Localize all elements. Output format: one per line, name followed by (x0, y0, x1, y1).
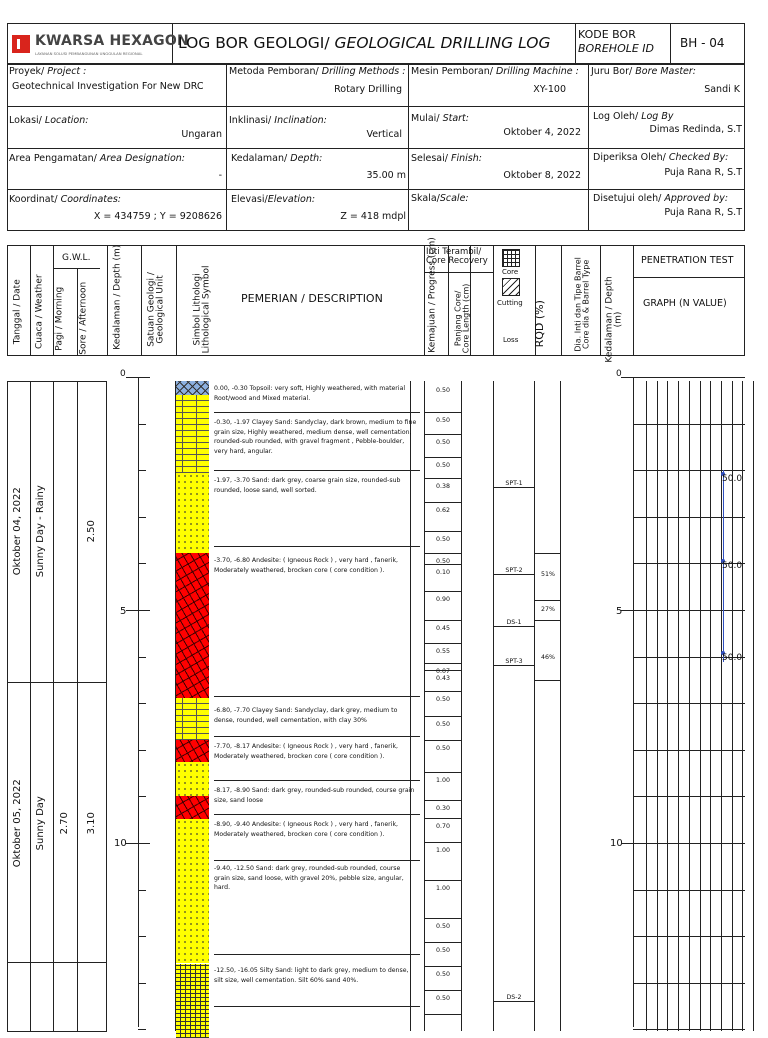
graph-depth-line (633, 1029, 745, 1030)
graph-depth-line (633, 703, 745, 704)
depth-right-0: 0 (616, 369, 622, 379)
description-5: -7.70, -8.17 Andesite: ( Igneous Rock ) , very hard , fanerik, Moderately weathered, brocken core ( core condition ). (214, 742, 418, 761)
lithology-layer-clay (176, 395, 209, 473)
mesin-label: Mesin Pemboran/ Drilling Machine : (411, 66, 579, 77)
progress-cell: 1.00 (424, 777, 462, 784)
progress-divider (424, 740, 462, 741)
depth-axis-left (138, 377, 139, 1027)
day1-date: Oktober 04, 2022 (13, 481, 24, 581)
description-divider (214, 954, 420, 955)
description-divider (214, 814, 420, 815)
description-8: -9.40, -12.50 Sand: dark grey, rounded-sub rounded, course grain size, sand loose, with gravel 20%, pebble size, angular, hard. (214, 864, 418, 893)
mulai-value: Oktober 4, 2022 (503, 127, 581, 138)
graph-depth-line (633, 517, 745, 518)
col-dia: Dia. Inti dan Tipe Barrel Core dia & Barrel Type (575, 252, 592, 356)
progress-divider (424, 457, 462, 458)
progress-cell: 0.50 (424, 995, 462, 1002)
progress-cell: 0.50 (424, 462, 462, 469)
progress-divider (424, 564, 462, 565)
header-divider (30, 245, 31, 356)
sample-spt-3: SPT-3 (493, 658, 535, 665)
core-icon (502, 249, 520, 267)
skala-label: Skala/Scale: (411, 193, 469, 204)
graph-depth-line (621, 843, 745, 844)
col-gwl: G.W.L. (62, 253, 90, 263)
description-divider (214, 736, 420, 737)
col-panjang: Panjang Core/ Core Length (cm) (455, 280, 472, 356)
graph-depth-line (633, 983, 745, 984)
progress-cell: 0.50 (424, 387, 462, 394)
selesai-value: Oktober 8, 2022 (503, 170, 581, 181)
metoda-label: Metoda Pemboran/ Drilling Methods : (229, 66, 405, 77)
graph-gridline (689, 381, 690, 1031)
depth-tick (138, 657, 146, 658)
juru-value: Sandi K (704, 84, 740, 95)
header-divider (176, 245, 177, 356)
lithology-layer-silt (176, 964, 209, 1038)
logoleh-value: Dimas Redinda, S.T (650, 124, 742, 135)
graph-gridline (646, 381, 647, 1031)
sample-divider (493, 665, 535, 666)
header-divider (600, 245, 601, 356)
graph-depth-line (633, 424, 745, 425)
depth-tick (138, 563, 146, 564)
progress-cell: 0.50 (424, 745, 462, 752)
diperiksa-value: Puja Rana R, S.T (664, 167, 742, 178)
sample-spt-2: SPT-2 (493, 567, 535, 574)
brand-tagline: LAYANAN SOLUSI PEMBANGUNAN UNGGULAN REGIONAL (35, 51, 142, 56)
area-label: Area Pengamatan/ Area Designation: (9, 153, 185, 164)
progress-divider (424, 412, 462, 413)
progress-cell: 0.07 (424, 668, 462, 675)
progress-divider (424, 663, 462, 664)
metoda-value: Rotary Drilling (334, 84, 402, 95)
depth-label-5: 5 (120, 606, 126, 617)
cutting-legend-label: Cutting (497, 299, 523, 307)
progress-divider (424, 643, 462, 644)
lokasi-value: Ungaran (181, 129, 222, 140)
progress-cell: 0.50 (424, 721, 462, 728)
kedalaman-value: 35.00 m (367, 170, 406, 181)
elevasi-label: Elevasi/Elevation: (231, 194, 315, 205)
description-7: -8.90, -9.40 Andesite: ( Igneous Rock ) , very hard , fanerik, Moderately weathered, brocken core ( core condition ). (214, 820, 418, 839)
sample-divider (493, 487, 535, 488)
depth-tick (138, 703, 146, 704)
depth-label-0: 0 (120, 369, 126, 379)
description-divider (214, 1006, 420, 1007)
depth-tick (138, 983, 146, 984)
disetujui-value: Puja Rana R, S.T (664, 207, 742, 218)
progress-cell: 0.30 (424, 805, 462, 812)
description-0: 0.00, -0.30 Topsoil: very soft, Highly weathered, with material Root/wood and Mixed material. (214, 384, 418, 403)
depth-tick (138, 517, 146, 518)
sample-divider (493, 1001, 535, 1002)
depth-tick (138, 470, 146, 471)
sample-ds-1: DS-1 (493, 619, 535, 626)
day2-pagi: 2.70 (60, 803, 71, 843)
graph-gridline (753, 381, 754, 1031)
depth-tick (138, 1029, 146, 1030)
progress-divider (424, 772, 462, 773)
day1-sore: 2.50 (87, 511, 98, 551)
core-legend-label: Core (502, 268, 518, 276)
depth-tick-major (126, 377, 138, 378)
koordinat-label: Koordinat/ Coordinates: (9, 194, 121, 205)
header-divider (561, 245, 562, 356)
inklinasi-value: Vertical (366, 129, 402, 140)
doc-title: LOG BOR GEOLOGI/ GEOLOGICAL DRILLING LOG (178, 34, 550, 52)
progress-cell: 0.50 (424, 417, 462, 424)
day2-date: Oktober 05, 2022 (13, 773, 24, 873)
col-tanggal: Tanggal / Date (13, 272, 22, 352)
description-divider (214, 546, 420, 547)
lithology-layer-andesite (176, 740, 209, 762)
col-simbol: Simbol Lithologi Lithological Symbol (194, 259, 213, 359)
graph-depth-line (633, 936, 745, 937)
description-6: -8.17, -8.90 Sand: dark grey, rounded-sub rounded, course grain size, sand loose (214, 786, 418, 805)
depth-axis-right (633, 377, 634, 1027)
graph-gridline (700, 381, 701, 1031)
depth-label-10: 10 (114, 838, 127, 849)
depth-tick (138, 936, 146, 937)
progress-cell: 0.90 (424, 596, 462, 603)
col-graph: GRAPH (N VALUE) (643, 298, 727, 309)
graph-gridline (742, 381, 743, 1031)
sample-spt-1: SPT-1 (493, 480, 535, 487)
graph-depth-line (633, 890, 745, 891)
cutting-icon (502, 278, 520, 296)
progress-cell: 1.00 (424, 885, 462, 892)
rqd-value: 51% (535, 571, 561, 578)
rqd-divider (535, 620, 561, 621)
graph-depth-line (633, 470, 745, 471)
borehole-id: BH - 04 (680, 36, 724, 50)
depth-tick (138, 377, 150, 378)
progress-cell: 0.50 (424, 971, 462, 978)
progress-divider (424, 842, 462, 843)
depth-tick (138, 424, 146, 425)
progress-divider (424, 620, 462, 621)
col-kedalaman: Kedalaman / Depth (m) (113, 260, 122, 350)
progress-divider (424, 880, 462, 881)
area-value: - (219, 170, 222, 181)
rqd-divider (535, 553, 561, 554)
lithology-layer-sand (176, 762, 209, 796)
header-divider (633, 245, 634, 356)
rqd-column (535, 381, 561, 1031)
disetujui-label: Disetujui oleh/ Approved by: (593, 193, 728, 204)
depth-tick (138, 843, 150, 844)
rqd-divider (535, 600, 561, 601)
brand-name: KWARSA HEXAGON (35, 33, 189, 49)
progress-divider (424, 502, 462, 503)
header-divider (107, 245, 108, 356)
progress-cell: 0.45 (424, 625, 462, 632)
description-divider (214, 470, 420, 471)
description-1: -0.30, -1.97 Clayey Sand: Sandyclay, dark brown, medium to fine grain size, Highly weathered, medium dense, well cementation, rounded-sub rounded, with gravel fragment , Pebble-boulder, very hard, angular. (214, 418, 418, 456)
sample-ds-2: DS-2 (493, 994, 535, 1001)
lokasi-label: Lokasi/ Location: (9, 115, 88, 126)
progress-divider (424, 670, 462, 671)
depth-right-10: 10 (610, 838, 623, 849)
col-kedalaman2: Kedalaman / Depth (m) (606, 274, 625, 364)
progress-cell: 0.50 (424, 923, 462, 930)
progress-cell: 0.50 (424, 947, 462, 954)
col-inti: Inti Terambil/ Core Recovery (426, 248, 494, 267)
sample-divider (493, 626, 535, 627)
graph-gridline (657, 381, 658, 1031)
description-3: -3.70, -6.80 Andesite: ( Igneous Rock ) , very hard , fanerik, Moderately weathered, brocken core ( core condition ). (214, 556, 418, 575)
progress-divider (424, 918, 462, 919)
graph-gridline (667, 381, 668, 1031)
col-sore: Sore / Afternoon (79, 283, 88, 355)
progress-divider (424, 553, 462, 554)
sample-column (493, 381, 535, 1031)
depth-tick (138, 750, 146, 751)
kedalaman-label: Kedalaman/ Depth: (231, 153, 322, 164)
n-value-label: 50.0 (722, 653, 742, 663)
juru-label: Juru Bor/ Bore Master: (591, 66, 696, 77)
progress-cell: 0.50 (424, 558, 462, 565)
description-9: -12.50, -16.05 Silty Sand: light to dark grey, medium to dense, silt size, well cementation. Silt 60% sand 40%. (214, 966, 418, 985)
progress-cell: 0.55 (424, 648, 462, 655)
lithology-layer-sand (176, 473, 209, 554)
col-penetration: PENETRATION TEST (641, 255, 733, 266)
depth-tick (138, 796, 146, 797)
header-divider (141, 245, 142, 356)
progress-cell: 0.70 (424, 823, 462, 830)
progress-divider (424, 1014, 462, 1015)
sample-divider (493, 574, 535, 575)
lithology-layer-sand (176, 819, 209, 963)
diperiksa-label: Diperiksa Oleh/ Checked By: (593, 152, 728, 163)
n-value-label: 50.0 (722, 474, 742, 484)
loss-legend-label: Loss (503, 336, 518, 344)
graph-depth-line (633, 796, 745, 797)
progress-divider (424, 800, 462, 801)
graph-depth-line (621, 610, 745, 611)
mesin-value: XY-100 (533, 84, 566, 95)
selesai-label: Selesai/ Finish: (411, 153, 482, 164)
proyek-label: Proyek/ Project : (9, 66, 86, 77)
rqd-value: 46% (535, 654, 561, 661)
progress-divider (424, 434, 462, 435)
progress-cell: 0.50 (424, 536, 462, 543)
progress-divider (424, 990, 462, 991)
day2-weather: Sunny Day (36, 773, 47, 873)
depth-tick-major (126, 610, 138, 611)
progress-divider (424, 942, 462, 943)
col-pagi: Pagi / Morning (55, 283, 64, 355)
mulai-label: Mulai/ Start: (411, 113, 469, 124)
progress-cell: 0.50 (424, 439, 462, 446)
graph-gridline (678, 381, 679, 1031)
progress-divider (424, 531, 462, 532)
progress-cell: 0.10 (424, 569, 462, 576)
description-2: -1.97, -3.70 Sand: dark grey, coarse grain size, rounded-sub rounded, loose sand, well sorted. (214, 476, 418, 495)
progress-cell: 0.38 (424, 483, 462, 490)
description-4: -6.80, -7.70 Clayey Sand: Sandyclay, dark grey, medium to dense, rounded, well cementation, with clay 30% (214, 706, 418, 725)
progress-divider (424, 691, 462, 692)
topsoil-symbol (176, 381, 209, 396)
header-divider (424, 245, 425, 356)
progress-divider (424, 478, 462, 479)
graph-gridline (710, 381, 711, 1031)
description-divider (214, 780, 420, 781)
lithology-layer-clay (176, 698, 209, 740)
day2-sore: 3.10 (87, 803, 98, 843)
progress-divider (424, 716, 462, 717)
kode-bor-label: KODE BOR BOREHOLE ID (578, 28, 654, 56)
description-divider (214, 412, 420, 413)
rqd-divider (535, 680, 561, 681)
lithology-layer-andesite (176, 553, 209, 697)
progress-divider (424, 818, 462, 819)
col-kemajuan: Kemajuan / Progress (cm) (428, 277, 437, 353)
description-divider (214, 860, 420, 861)
inklinasi-label: Inklinasi/ Inclination: (229, 115, 327, 126)
graph-depth-line (621, 377, 745, 378)
col-rqd: RQD (%) (534, 294, 546, 354)
koordinat-value: X = 434759 ; Y = 9208626 (94, 211, 222, 222)
description-divider (214, 696, 420, 697)
depth-tick (138, 610, 150, 611)
col-pemerian: PEMERIAN / DESCRIPTION (241, 292, 383, 305)
logoleh-label: Log Oleh/ Log By (593, 111, 674, 122)
col-satuan: Satuan Geologi / Geological Unit (148, 259, 167, 359)
proyek-value: Geotechnical Investigation For New DRC (12, 81, 204, 92)
progress-cell: 0.50 (424, 696, 462, 703)
day1-weather: Sunny Day - Rainy (36, 481, 47, 581)
n-value-label: 50.0 (722, 561, 742, 571)
progress-divider (424, 966, 462, 967)
col-cuaca: Cuaca / Weather (35, 272, 44, 352)
elevasi-value: Z = 418 mdpl (340, 211, 406, 222)
progress-cell: 1.00 (424, 847, 462, 854)
progress-divider (424, 591, 462, 592)
depth-tick (138, 890, 146, 891)
depth-right-5: 5 (616, 606, 622, 617)
depth-tick-major (126, 843, 138, 844)
company-logo (12, 35, 30, 53)
graph-depth-line (633, 750, 745, 751)
lithology-layer-andesite (176, 796, 209, 819)
progress-cell: 0.43 (424, 675, 462, 682)
progress-cell: 0.62 (424, 507, 462, 514)
rqd-value: 27% (535, 606, 561, 613)
